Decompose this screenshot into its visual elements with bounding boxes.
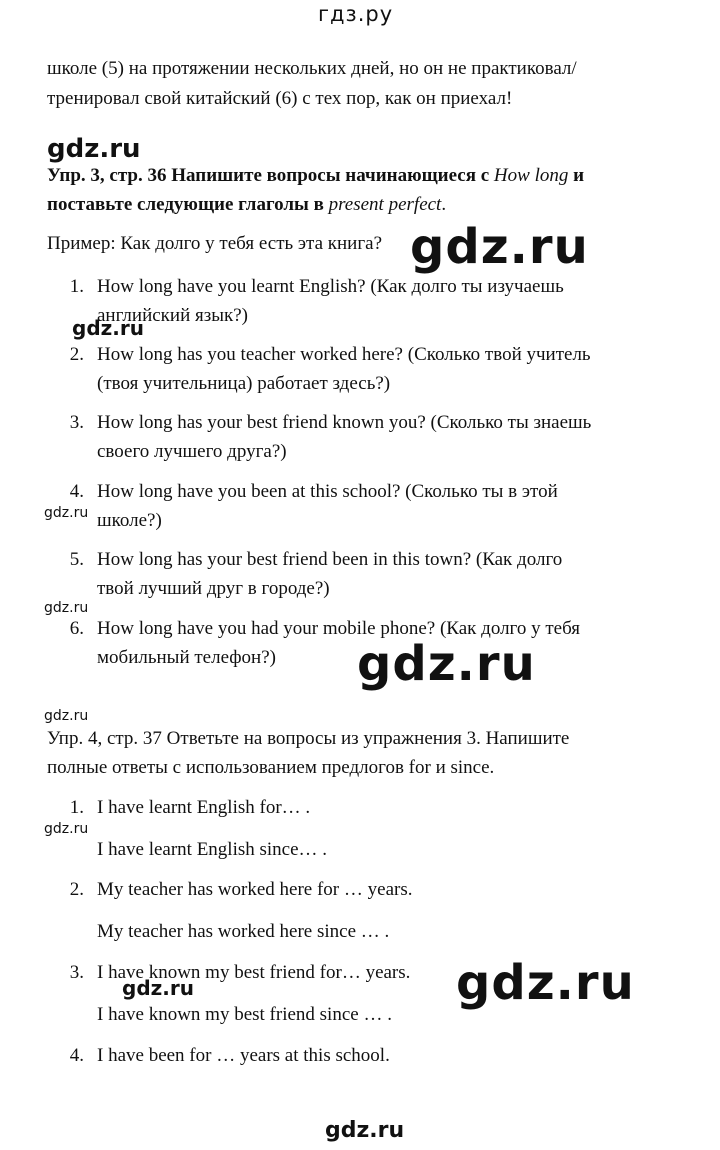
watermark: gdz.ru — [44, 821, 89, 837]
page-header: гдз.ру — [318, 2, 394, 26]
ex3-example: Пример: Как долго у тебя есть эта книга? — [47, 233, 383, 254]
watermark: gdz.ru — [44, 708, 89, 724]
ex3-title-line-2: поставьте следующие глаголы в present perfect. — [47, 194, 447, 215]
watermark: gdz.ru — [47, 134, 141, 164]
ex3-title-line-1: Упр. 3, стр. 36 Напишите вопросы начинающиеся с How long и — [47, 165, 585, 186]
watermark: gdz.ru — [357, 636, 536, 692]
watermark: gdz.ru — [44, 600, 89, 616]
ex4-title-line-2: полные ответы с использованием предлогов for и since. — [47, 757, 495, 778]
watermark: gdz.ru — [122, 976, 194, 1000]
ex4-title-line-1: Упр. 4, стр. 37 Ответьте на вопросы из упражнения 3. Напишите — [47, 728, 570, 749]
intro-line-1: школе (5) на протяжении нескольких дней, но он не практиковал/ — [47, 58, 577, 79]
watermark: gdz.ru — [44, 505, 89, 521]
watermark: gdz.ru — [325, 1118, 405, 1143]
watermark: gdz.ru — [456, 955, 635, 1011]
watermark: gdz.ru — [410, 219, 589, 275]
intro-line-2: тренировал свой китайский (6) с тех пор, как он приехал! — [47, 88, 513, 109]
watermark: gdz.ru — [72, 316, 144, 340]
